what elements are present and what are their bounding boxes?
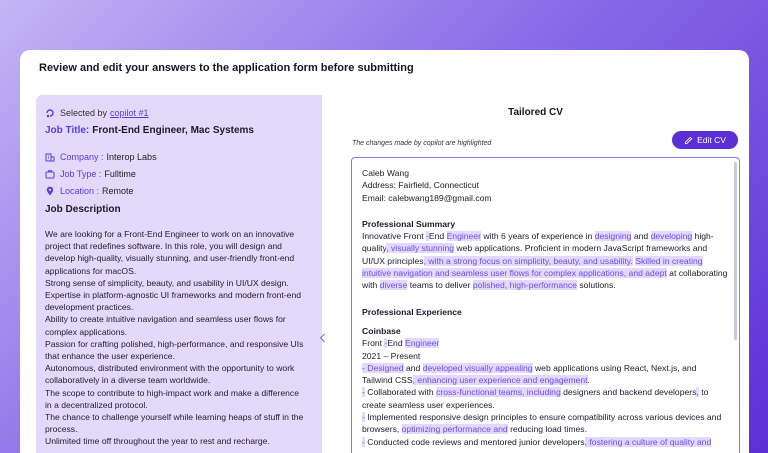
cv-company: Coinbase xyxy=(362,325,401,336)
cv-bullet: - Implemented responsive design principles to ensure compatibility across various devices and browsers, optimizing performance and reducing load times. xyxy=(362,412,722,435)
jd-line: Ability to create intuitive navigation and seamless user flows for complex applications. xyxy=(45,314,286,337)
cv-role: Front -End Engineer xyxy=(362,338,440,349)
location-label: Location : xyxy=(60,186,100,196)
selected-by-label: Selected by xyxy=(60,108,108,118)
job-title xyxy=(45,125,313,141)
summary-heading: Professional Summary xyxy=(362,218,456,229)
jd-line: Strong sense of simplicity, beauty, and usability in UI/UX design. xyxy=(45,277,289,288)
job-description-body xyxy=(45,228,307,448)
company-row xyxy=(45,149,313,165)
jd-line: The scope to contribute to high-impact work and make a difference in a decentralized protocol. xyxy=(45,387,299,410)
job-title-label: Job Title: xyxy=(45,125,90,136)
location-pin-icon xyxy=(45,186,55,196)
cv-scrollbar[interactable] xyxy=(734,162,737,340)
jd-line: Passion for crafting polished, high-performance, and responsive UIs that enhance the user experience. xyxy=(45,338,304,362)
location-value: Remote xyxy=(102,186,134,196)
cv-dates: 2021 – Present xyxy=(362,350,421,361)
job-description-heading: Job Description xyxy=(45,204,121,215)
job-meta xyxy=(45,149,313,199)
jd-line: Unlimited time off throughout the year to rest and recharge. xyxy=(45,436,270,447)
job-title-value: Front-End Engineer, Mac Systems xyxy=(92,125,254,136)
summary-paragraph: Innovative Front -End Engineer with 6 years of experience in designing and developing high-quality, visually stunning web applications. Proficient in modern JavaScript frameworks and UI/UX principles, with a strong focus on simplicity, beauty, and usability. Skilled in creating intuitive navigation and seamless user flows for complex applications, and adept at collaborating with diverse teams to deliver polished, high-performance solutions. xyxy=(362,231,728,291)
copilot-link[interactable]: copilot #1 xyxy=(110,108,149,118)
briefcase-icon xyxy=(45,169,55,179)
experience-heading: Professional Experience xyxy=(362,306,462,317)
jd-line: Expertise in platform-agnostic UI frameworks and modern front-end development practices. xyxy=(45,290,302,313)
jd-line: The chance to challenge yourself while learning heaps of stuff in the process. xyxy=(45,412,304,435)
cv-toolbar xyxy=(322,129,749,159)
pencil-icon xyxy=(684,136,693,145)
company-value: Interop Labs xyxy=(106,152,157,162)
building-icon xyxy=(45,152,55,162)
copilot-icon xyxy=(45,108,55,118)
company-label: Company : xyxy=(60,152,104,162)
cv-bullet: - Conducted code reviews and mentored junior developers, fostering a culture of quality and xyxy=(362,436,712,447)
job-type-value: Fulltime xyxy=(104,169,136,179)
job-type-row xyxy=(45,166,313,182)
cv-email: Email: calebwang189@gmail.com xyxy=(362,192,492,203)
cv-content[interactable] xyxy=(351,157,740,453)
job-details-panel xyxy=(36,95,322,453)
page-title: Review and edit your answers to the application form before submitting xyxy=(39,62,414,74)
edit-cv-label: Edit CV xyxy=(697,135,726,145)
location-row xyxy=(45,183,313,199)
application-review-card xyxy=(20,50,749,453)
cv-panel-title: Tailored CV xyxy=(508,107,563,118)
cv-bullet: - Collaborated with cross-functional teams, including designers and backend developers, to create seamless user experiences. xyxy=(362,387,709,410)
jd-line: We are looking for a Front-End Engineer to work on an innovative project that redefines software. In this role, you will design and develop high-quality, visually stunning, and user-friendly front-end applications for macOS. xyxy=(45,229,295,276)
job-type-label: Job Type : xyxy=(60,169,102,179)
cv-bullet: - Designed and developed visually appealing web applications using React, Next.js, and Tailwind CSS, enhancing user experience and engagement. xyxy=(362,362,697,386)
jd-line: Autonomous, distributed environment with the opportunity to work collaboratively in a diverse team worldwide. xyxy=(45,363,295,386)
cv-address: Address: Fairfield, Connecticut xyxy=(362,180,480,191)
edit-cv-button[interactable] xyxy=(672,131,738,149)
cv-name: Caleb Wang xyxy=(362,168,409,178)
selected-by-row xyxy=(45,106,313,120)
highlight-note: The changes made by copilot are highlighted xyxy=(352,140,492,147)
